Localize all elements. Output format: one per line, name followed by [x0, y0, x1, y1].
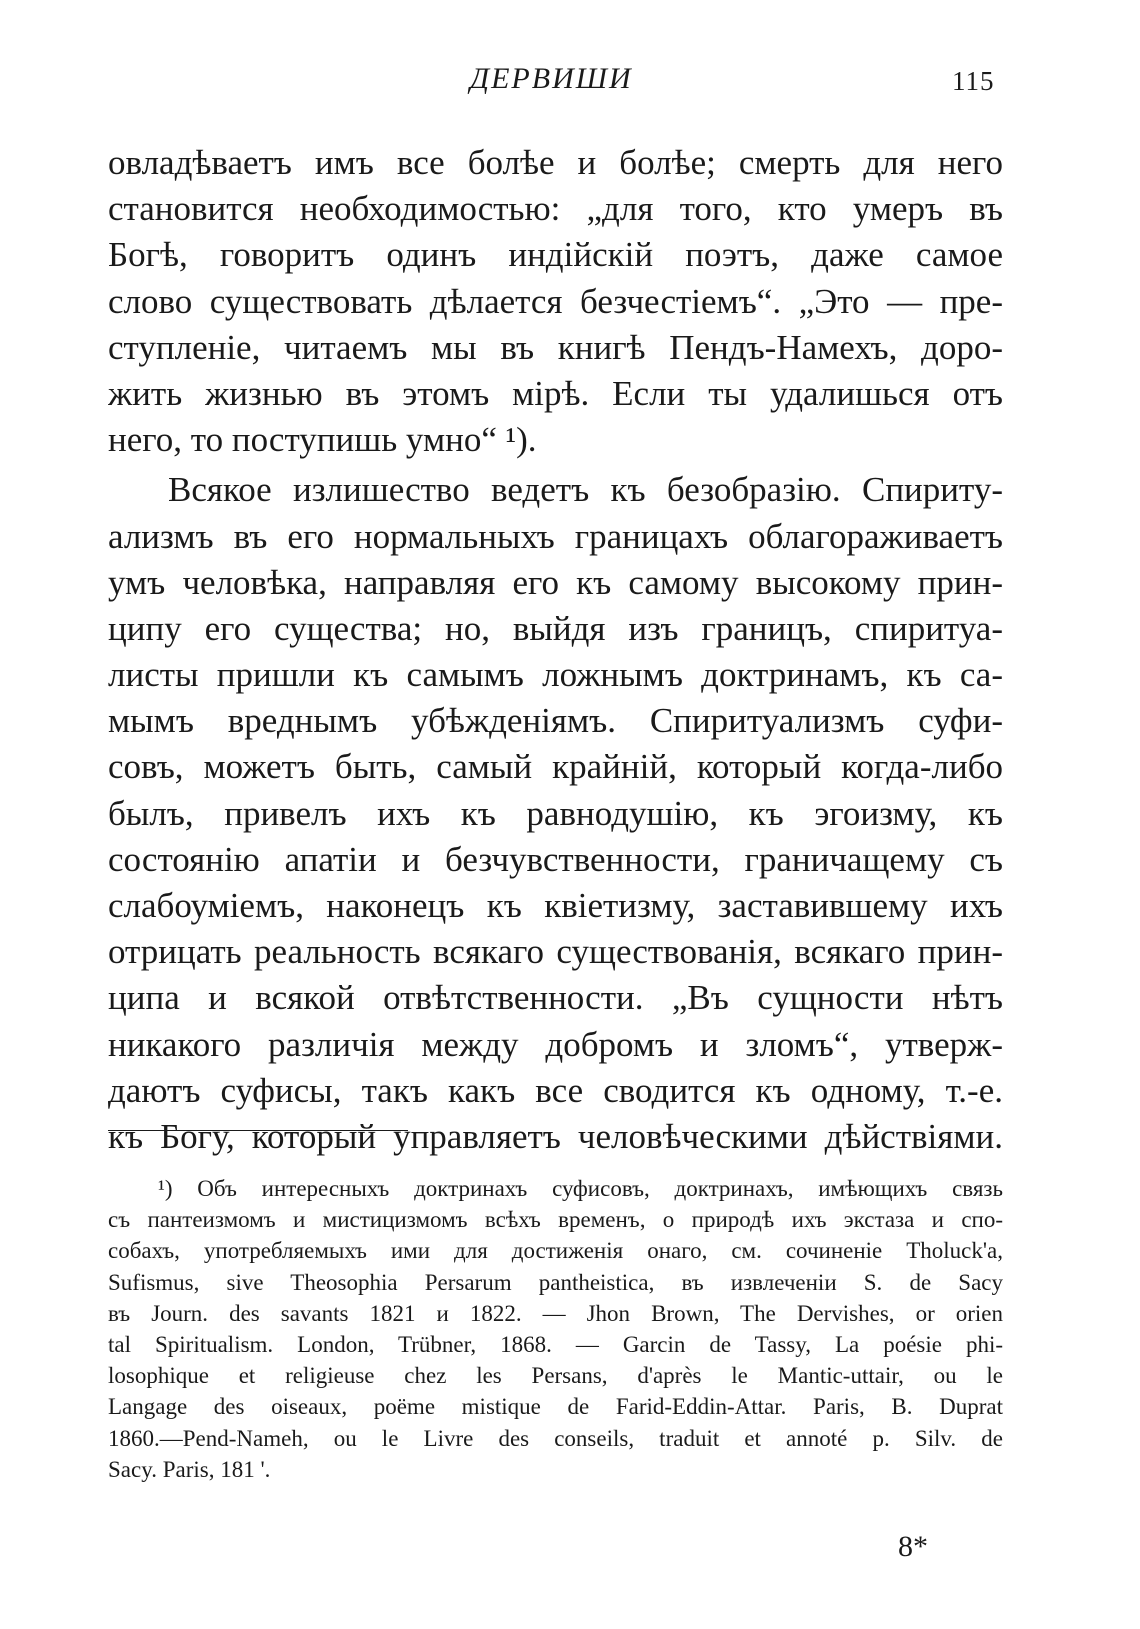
text-line: жить жизнью въ этомъ мірѣ. Если ты удалишься отъ	[108, 373, 1003, 413]
footnote-line: 1860.—Pend-Nameh, ou le Livre des conseils, traduit et annoté p. Silv. de	[108, 1425, 1003, 1451]
text-line: ализмъ въ его нормальныхъ границахъ облагораживаетъ	[108, 516, 1003, 556]
running-title: ДЕРВИШИ	[470, 62, 633, 95]
page-number: 115	[952, 66, 995, 96]
footnotes	[108, 1173, 1003, 1485]
text-line: Всякое излишество ведетъ къ безобразію. Спириту-	[168, 470, 1003, 510]
text-line: былъ, привелъ ихъ къ равнодушію, къ эгоизму, къ	[108, 793, 1003, 833]
body-text	[108, 140, 1003, 1160]
footnote-line: tal Spiritualism. London, Trübner, 1868. — Garcin de Tassy, La poésie phi-	[108, 1331, 1003, 1357]
text-line: ципа и всякой отвѣтственности. „Въ сущности нѣтъ	[108, 978, 1003, 1018]
footnote-line: ¹) Объ интересныхъ доктринахъ суфисовъ, доктринахъ, имѣющихъ связь	[158, 1176, 1003, 1201]
text-line: никакого различія между добромъ и зломъ“, утверж-	[108, 1024, 1003, 1064]
text-line: ципу его существа; но, выйдя изъ границъ, спиритуа-	[108, 608, 1003, 648]
text-line: него, то поступишь умно“ ¹).	[108, 420, 537, 460]
text-line: совъ, можетъ быть, самый крайній, который когда-либо	[108, 747, 1003, 787]
text-line: мымъ вреднымъ убѣжденіямъ. Спиритуализмъ суфи-	[108, 701, 1003, 741]
signature-mark: 8*	[898, 1530, 928, 1563]
footnote-line: въ Journ. des savants 1821 и 1822. — Jhon Brown, The Dervishes, or orien	[108, 1300, 1003, 1326]
footnote-line: Sufismus, sive Theosophia Persarum pantheistica, въ извлеченіи S. de Sacy	[108, 1269, 1003, 1295]
text-line: слово существовать дѣлается безчестіемъ“. „Это — пре-	[108, 281, 1003, 321]
text-line: овладѣваетъ имъ все болѣе и болѣе; смерть для него	[108, 143, 1003, 182]
text-line: даютъ суфисы, такъ какъ все сводится къ одному, т.-е.	[108, 1070, 1003, 1110]
text-line: слабоуміемъ, наконецъ къ квіетизму, заставившему ихъ	[108, 886, 1003, 925]
text-line: Богѣ, говоритъ одинъ индійскій поэтъ, даже самое	[108, 235, 1003, 275]
footnote-line: собахъ, употребляемыхъ ими для достиженія онаго, см. сочиненіе Tholuck'a,	[108, 1238, 1003, 1264]
text-line: ступленіе, читаемъ мы въ книгѣ Пендъ-Намехъ, доро-	[108, 327, 1003, 367]
footnote-line: съ пантеизмомъ и мистицизмомъ всѣхъ временъ, о природѣ ихъ экстаза и спо-	[108, 1207, 1003, 1233]
footnote-line: Sacy. Paris, 181 '.	[108, 1456, 271, 1482]
text-line: состоянію апатіи и безчувственности, граничащему съ	[108, 839, 1003, 879]
text-line: къ Богу, который управляетъ человѣческими дѣйствіями.	[108, 1116, 1003, 1156]
text-line: умъ человѣка, направляя его къ самому высокому прин-	[108, 562, 1003, 602]
footnote-line: losophique et religieuse chez les Persans, d'après le Mantic-uttair, ou le	[108, 1363, 1003, 1389]
footnote-divider	[108, 1130, 408, 1131]
text-line: листы пришли къ самымъ ложнымъ доктринамъ, къ са-	[108, 655, 1003, 695]
footnote-line: Langage des oiseaux, poëme mistique de Farid-Eddin-Attar. Paris, B. Duprat	[108, 1394, 1003, 1420]
text-line: становится необходимостью: „для того, кто умеръ въ	[108, 189, 1003, 229]
text-line: отрицать реальность всякаго существованія, всякаго прин-	[108, 932, 1003, 972]
